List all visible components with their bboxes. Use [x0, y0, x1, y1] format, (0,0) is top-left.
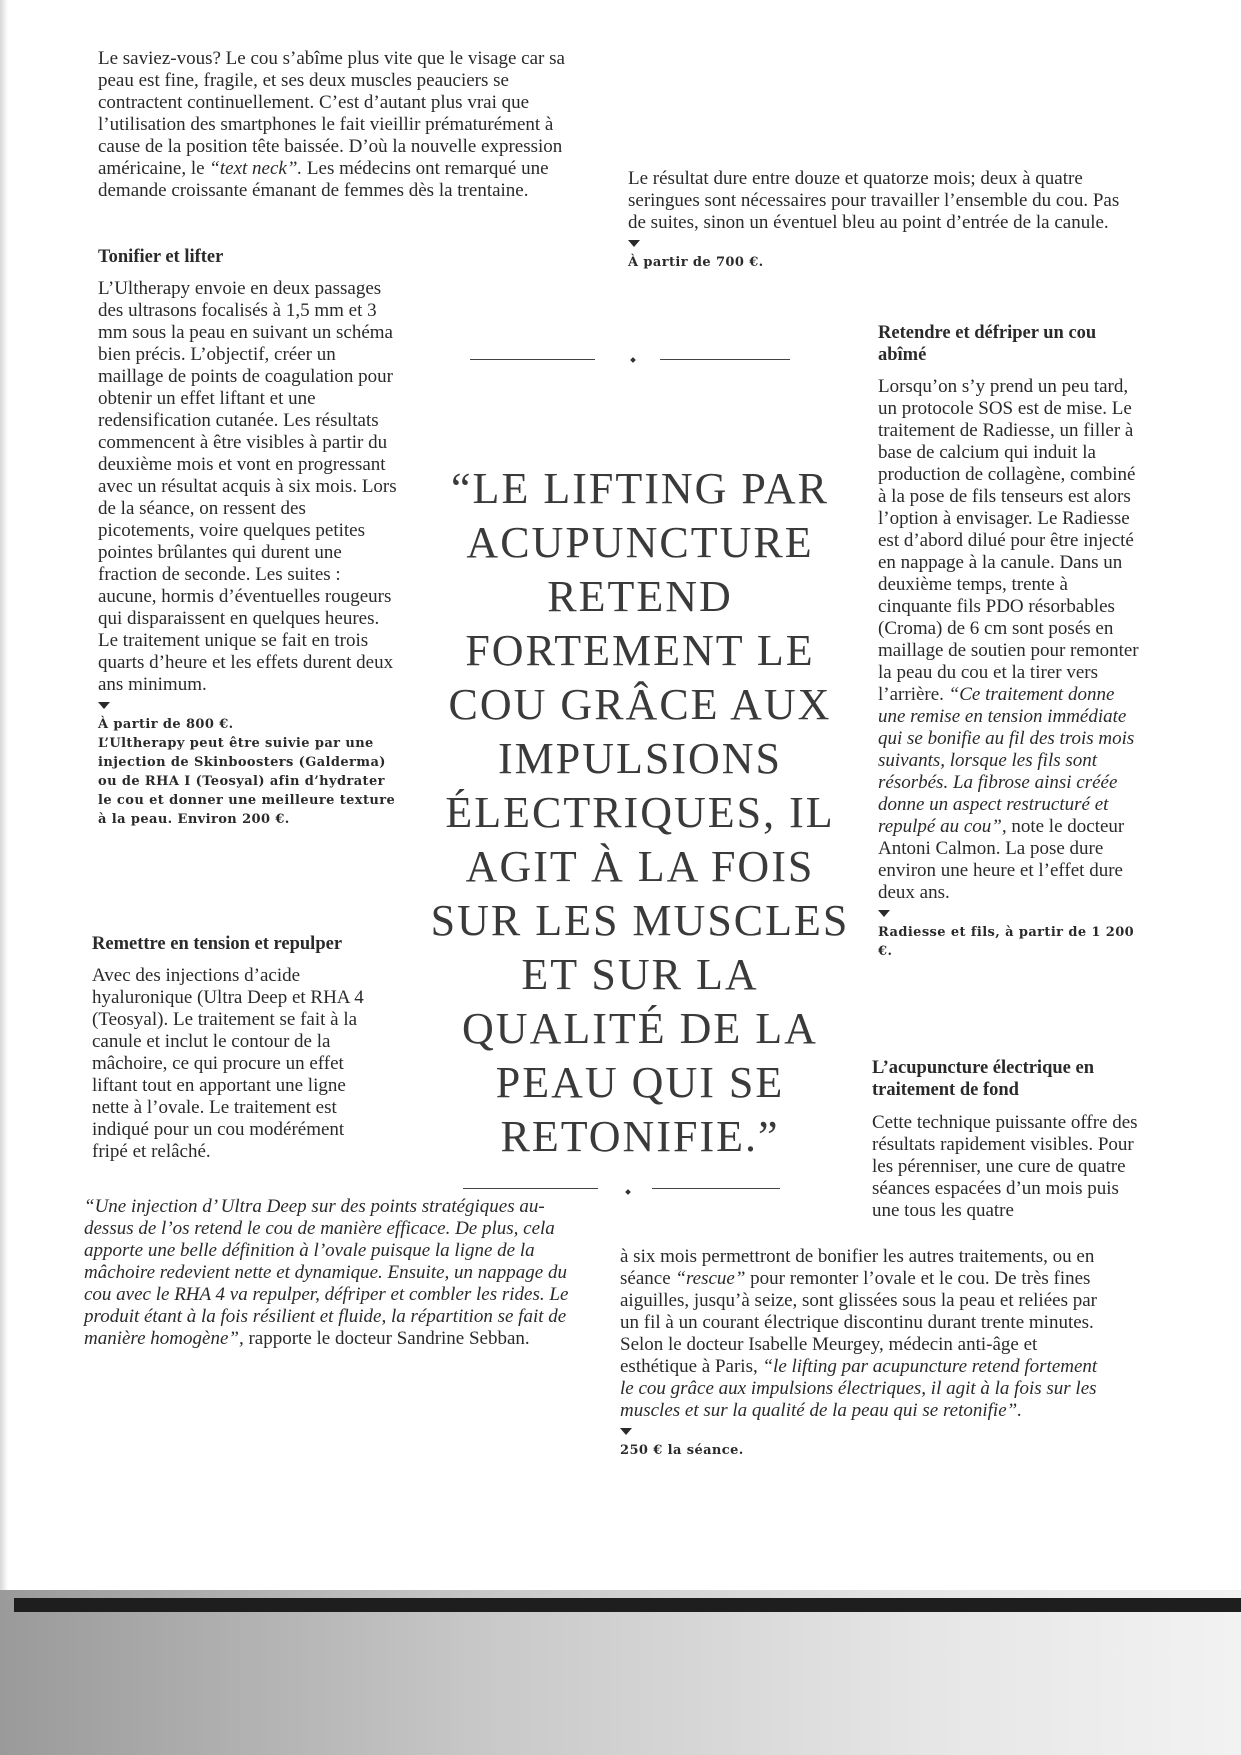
- tonifier-body-text: L’Ultherapy envoie en deux passages des ultrasons focalisés à 1,5 mm et 3 mm sous la peau en suivant un schéma bien précis. L’objectif, créer un maillage de points de coagulation pour obtenir un effet liftant et une redensification cutanée. Les résultats commencent à être visibles à partir du deuxième mois et vont en progressant avec un résultat acquis à six mois. Lors de la séance, on ressent des picotements, voire quelques petites pointes brûlantes qui durent une fraction de seconde. Les suites : aucune, hormis d’éventuelles rougeurs qui disparaissent en quelques heures. Le traitement unique se fait en trois quarts d’heure et les effets durent deux ans minimum.: [98, 278, 397, 695]
- intro-emphasis: “text neck”.: [209, 158, 303, 179]
- note-ultherapy: L’Ultherapy peut être suivie par une injection de Skinboosters (Galderma) ou de RHA I (Teosyal) afin d’hydrater le cou et donner une meilleure texture à la peau. Environ 200 €.: [98, 736, 396, 827]
- diamond-ornament-icon: [625, 1189, 631, 1195]
- section-body-acupuncture-cont: [620, 1246, 1115, 1460]
- divider-rule: [652, 1188, 780, 1189]
- rescue-emphasis: “rescue”: [670, 1268, 746, 1289]
- sebban-quote: “Une injection d’ Ultra Deep sur des points stratégiques au-dessus de l’os retend le cou de manière efficace. De plus, cela apporte une belle définition à l’ovale puisque la ligne de la mâchoire redevient nette et dynamique. Ensuite, un nappage du cou avec le RHA 4 va repulper, défriper et combler les rides. Le produit étant à la fois résilient et fluide, la répartition se fait de manière homogène”,: [84, 1196, 569, 1349]
- intro-paragraph: [98, 48, 598, 202]
- price-acupuncture: 250 € la séance.: [620, 1443, 744, 1458]
- meurgey-quote: “le lifting par acupuncture retend fortement le cou grâce aux impulsions électriques, il agit à la fois sur les muscles et sur la qualité de la peau qui se retonifie”.: [620, 1356, 1098, 1421]
- arrow-down-icon: [628, 240, 640, 247]
- arrow-down-icon: [620, 1428, 632, 1435]
- section-quote-remettre: [84, 1196, 574, 1350]
- section-heading-acupuncture: L’acupuncture électrique en traitement de fond: [872, 1058, 1094, 1100]
- section-heading-retendre: Retendre et défriper un cou abîmé: [878, 323, 1097, 365]
- intro-text-end: Les médecins ont remarqué une demande croissante émanant de femmes dès la trentaine.: [98, 158, 549, 201]
- acupuncture-text-b: pour remonter l’ovale et le cou. De très fines aiguilles, jusqu’à seize, sont glissées sous la peau et reliées par un fil à un courant électrique discontinu durant trente minutes. Selon le docteur Isabelle Meurgey, médecin anti-âge et esthétique à Paris,: [620, 1268, 1097, 1377]
- divider-rule: [470, 359, 595, 360]
- section-body-acupuncture: Cette technique puissante offre des résultats rapidement visibles. Pour les pérenniser, une cure de quatre séances espacées d’un mois puis une tous les quatre: [872, 1112, 1138, 1221]
- acupuncture-text-a: à six mois permettront de bonifier les autres traitements, ou en séance: [620, 1246, 1095, 1289]
- arrow-down-icon: [878, 910, 890, 917]
- sebban-attribution: rapporte le docteur Sandrine Sebban.: [243, 1328, 530, 1349]
- section-body-retendre: [878, 376, 1140, 961]
- section-continued-remettre: [628, 168, 1128, 272]
- scan-bottom-shade: [0, 1590, 1241, 1755]
- section-body-remettre: Avec des injections d’acide hyaluronique (Ultra Deep et RHA 4 (Teosyal). Le traitement se fait à la canule et inclut le contour de la mâchoire, ce qui procure un effet liftant tout en apportant une ligne nette à l’ovale. Le traitement est indiqué pour un cou modérément fripé et relâché.: [92, 965, 364, 1162]
- scan-left-edge: [0, 0, 8, 1600]
- price-injection: À partir de 700 €.: [628, 255, 764, 270]
- divider-rule: [463, 1188, 598, 1189]
- scan-bottom-band: [14, 1598, 1241, 1612]
- price-radiesse: Radiesse et fils, à partir de 1 200 €.: [878, 925, 1135, 959]
- intro-text: Le saviez-vous? Le cou s’abîme plus vite que le visage car sa peau est fine, fragile, et ses deux muscles peauciers se contractent continuellement. C’est d’autant plus vrai que l’utilisation des smartphones le fait vieillir prématurément à cause de la position tête baissée. D’où la nouvelle expression américaine, le: [98, 48, 565, 179]
- retendre-body-text: Lorsqu’on s’y prend un peu tard, un protocole SOS est de mise. Le traitement de Radiesse, un filler à base de calcium qui induit la production de collagène, combiné à la pose de fils tenseurs est alors l’option à envisager. Le Radiesse est d’abord dilué pour être injecté en nappage à la canule. Dans un deuxième temps, trente à cinquante fils PDO résorbables (Croma) de 6 cm sont posés en maillage de soutien pour remonter la peau du cou et la tirer vers l’arrière.: [878, 376, 1139, 705]
- pull-quote: “LE LIFTING PAR ACUPUNCTURE RETEND FORTEMENT LE COU GRÂCE AUX IMPULSIONS ÉLECTRIQUES, IL AGIT À LA FOIS SUR LES MUSCLES ET SUR LA QUALITÉ DE LA PEAU QUI SE RETONIFIE.”: [430, 464, 850, 1161]
- arrow-down-icon: [98, 702, 110, 709]
- section-heading-remettre: Remettre en tension et repulper: [92, 934, 343, 954]
- price-ultherapy: À partir de 800 €.: [98, 717, 234, 732]
- calmon-quote: “Ce traitement donne une remise en tension immédiate qui se bonifie au fil des trois mois suivants, lorsque les fils sont résorbés. La fibrose ainsi créée donne un aspect restructuré et repulpé au cou”,: [878, 684, 1135, 837]
- remettre-continued-text: Le résultat dure entre douze et quatorze mois; deux à quatre seringues sont nécessaires pour travailler l’ensemble du cou. Pas de suites, sinon un éventuel bleu au point d’entrée de la canule.: [628, 168, 1120, 233]
- section-heading-tonifier: Tonifier et lifter: [98, 247, 224, 267]
- divider-rule: [660, 359, 790, 360]
- calmon-attribution: note le docteur Antoni Calmon. La pose dure environ une heure et l’effet dure deux ans.: [878, 816, 1125, 903]
- diamond-ornament-icon: [630, 357, 636, 363]
